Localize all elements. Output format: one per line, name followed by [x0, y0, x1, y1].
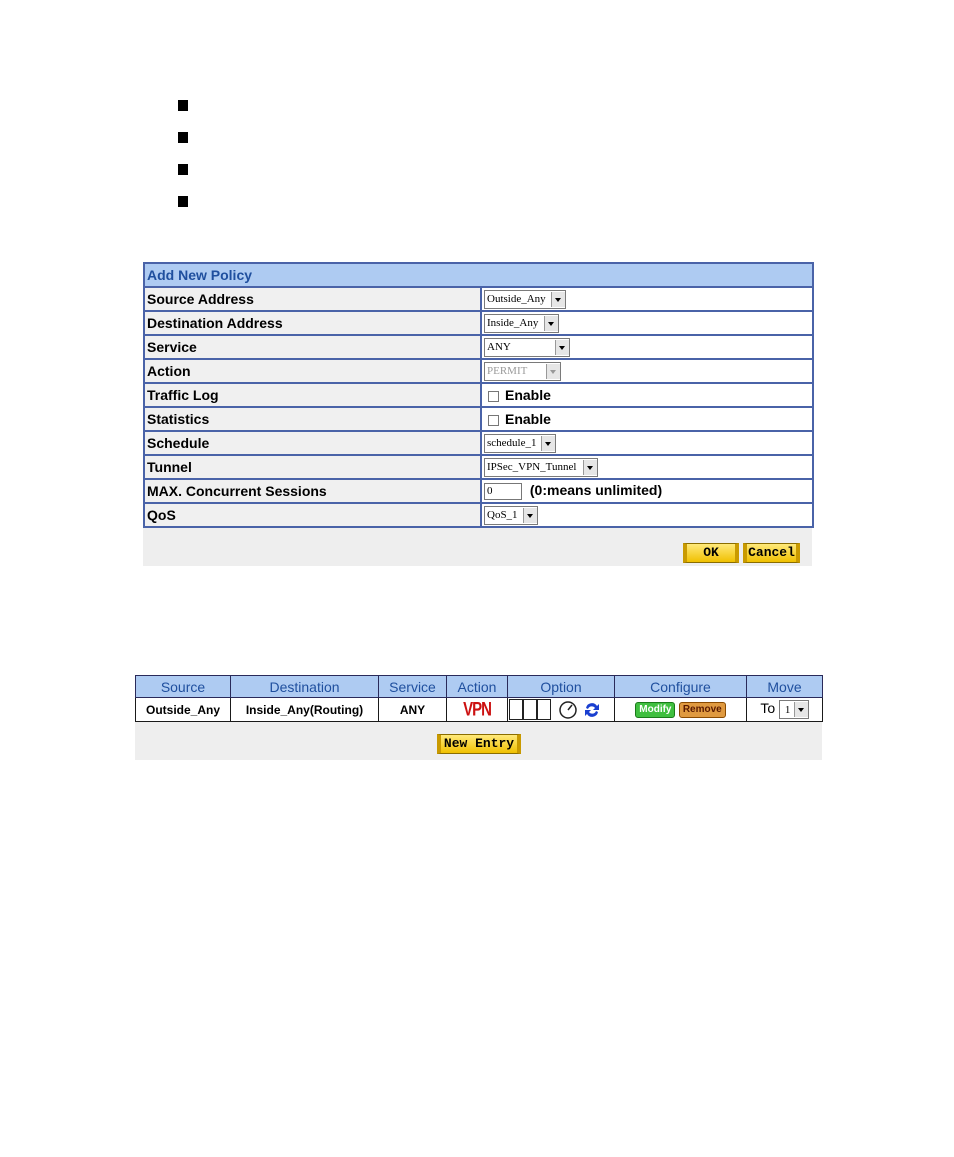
column-header-destination: Destination — [231, 676, 379, 698]
statistics-checkbox[interactable] — [488, 415, 499, 426]
cell-configure — [615, 698, 747, 722]
schedule-clock-icon — [558, 700, 578, 720]
chevron-down-icon — [551, 292, 565, 307]
max-sessions-label: MAX. Concurrent Sessions — [144, 479, 481, 503]
service-label: Service — [144, 335, 481, 359]
move-position-select[interactable]: 1 — [779, 700, 809, 719]
cell-move — [747, 698, 823, 722]
traffic-log-label: Traffic Log — [144, 383, 481, 407]
tunnel-sync-icon — [582, 700, 602, 720]
chevron-down-icon — [541, 436, 555, 451]
traffic-log-checkbox[interactable] — [488, 391, 499, 402]
bullet-list — [178, 100, 188, 228]
column-header-service: Service — [379, 676, 447, 698]
chevron-down-icon — [583, 460, 597, 475]
cell-destination: Inside_Any(Routing) — [231, 698, 379, 722]
column-header-source: Source — [136, 676, 231, 698]
column-header-move: Move — [747, 676, 823, 698]
column-header-configure: Configure — [615, 676, 747, 698]
chevron-down-icon — [546, 364, 560, 379]
chevron-down-icon — [544, 316, 558, 331]
service-select[interactable]: ANY — [484, 338, 570, 357]
option-slot — [509, 699, 523, 720]
chevron-down-icon — [794, 702, 808, 717]
source-address-label: Source Address — [144, 287, 481, 311]
traffic-log-enable-label: Enable — [505, 387, 551, 403]
cell-service: ANY — [379, 698, 447, 722]
table-row — [136, 698, 823, 722]
policy-list-table — [135, 675, 823, 722]
add-policy-panel — [143, 262, 812, 566]
statistics-label: Statistics — [144, 407, 481, 431]
tunnel-label: Tunnel — [144, 455, 481, 479]
cell-action — [447, 698, 508, 722]
remove-button[interactable]: Remove — [679, 702, 726, 718]
source-address-select[interactable]: Outside_Any — [484, 290, 566, 309]
action-label: Action — [144, 359, 481, 383]
cancel-button[interactable]: Cancel — [743, 543, 800, 563]
column-header-option: Option — [508, 676, 615, 698]
bullet-marker — [178, 100, 188, 111]
statistics-enable-label: Enable — [505, 411, 551, 427]
destination-address-label: Destination Address — [144, 311, 481, 335]
policy-form-footer — [143, 528, 812, 566]
tunnel-select[interactable]: IPSec_VPN_Tunnel — [484, 458, 598, 477]
policy-form-table — [143, 262, 814, 528]
vpn-action-icon: VPN — [463, 698, 491, 721]
column-header-action: Action — [447, 676, 508, 698]
modify-button[interactable]: Modify — [635, 702, 675, 718]
option-slot — [537, 699, 551, 720]
policy-list-panel — [135, 675, 822, 760]
table-header-row — [136, 676, 823, 698]
policy-list-footer — [135, 722, 822, 760]
option-slot — [523, 699, 537, 720]
chevron-down-icon — [555, 340, 569, 355]
schedule-select[interactable]: schedule_1 — [484, 434, 556, 453]
new-entry-button[interactable]: New Entry — [437, 734, 521, 754]
move-to-label: To — [760, 699, 776, 716]
action-select: PERMIT — [484, 362, 561, 381]
max-sessions-input[interactable]: 0 — [484, 483, 522, 500]
qos-select[interactable]: QoS_1 — [484, 506, 538, 525]
schedule-label: Schedule — [144, 431, 481, 455]
policy-form-title: Add New Policy — [144, 263, 813, 287]
bullet-marker — [178, 132, 188, 143]
destination-address-select[interactable]: Inside_Any — [484, 314, 559, 333]
cell-option — [508, 698, 615, 722]
ok-button[interactable]: OK — [683, 543, 739, 563]
chevron-down-icon — [523, 508, 537, 523]
qos-label: QoS — [144, 503, 481, 527]
bullet-marker — [178, 196, 188, 207]
cell-source: Outside_Any — [136, 698, 231, 722]
max-sessions-hint: (0:means unlimited) — [529, 482, 663, 499]
bullet-marker — [178, 164, 188, 175]
